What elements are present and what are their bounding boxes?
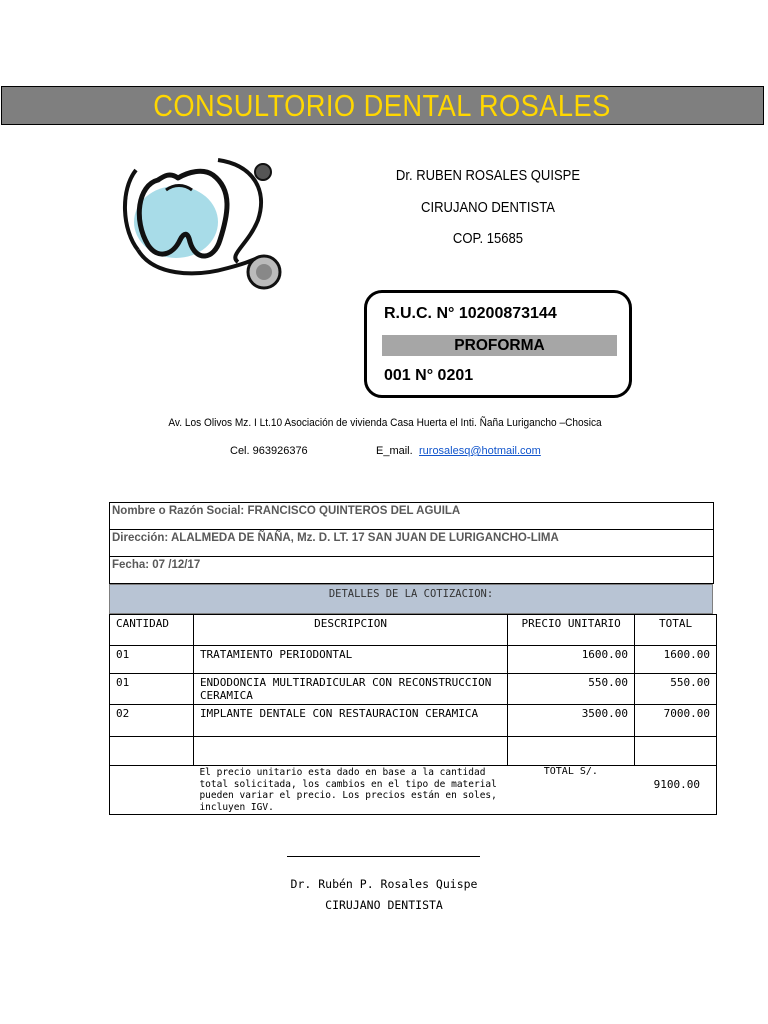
clinic-address: Av. Los Olivos Mz. I Lt.10 Asociación de vivienda Casa Huerta el Inti. Ñaña Lurigancho –Chosica [168,417,602,429]
client-address: Dirección: ALALMEDA DE ÑAÑA, Mz. D. LT. 17 SAN JUAN DE LURIGANCHO-LIMA [110,530,713,557]
quote-date: Fecha: 07 /12/17 [112,559,201,571]
email-label: E_mail. [376,445,413,457]
row-desc: IMPLANTE DENTALE CON RESTAURACION CERAMICA [193,705,507,737]
header-total: TOTAL [635,615,717,646]
empty-cell [110,766,194,815]
table-row-empty [110,737,717,766]
quote-table [109,614,717,815]
table-row [110,646,717,674]
row-price: 3500.00 [508,705,635,737]
table-row [110,705,717,737]
table-row [110,674,717,705]
row-total: 7000.00 [635,705,717,737]
signature-name: Dr. Rubén P. Rosales Quispe [290,877,478,891]
row-qty: 01 [110,674,194,705]
row-desc: TRATAMIENTO PERIODONTAL [193,646,507,674]
empty-cell [508,737,635,766]
row-price: 1600.00 [508,646,635,674]
doctor-profession: CIRUJANO DENTISTA [421,200,555,216]
row-desc: ENDODONCIA MULTIRADICULAR CON RECONSTRUCCION CERAMICA [193,674,507,705]
signature-line [287,856,480,857]
header-descripcion: DESCRIPCION [193,615,507,646]
empty-cell [635,737,717,766]
total-cell [508,766,717,815]
empty-cell [193,737,507,766]
row-total: 550.00 [635,674,717,705]
header-precio: PRECIO UNITARIO [508,615,635,646]
price-note: El precio unitario esta dado en base a la cantidad total solicitada, los cambios en el tipo de material pueden variar el precio. Los precios están en soles, incluyen IGV. [193,766,507,815]
doctor-cop: COP. 15685 [452,231,524,247]
table-header-row [110,615,717,646]
empty-cell [110,737,194,766]
ruc-box [364,290,632,398]
signature-title: CIRUJANO DENTISTA [325,898,443,912]
client-name: Nombre o Razón Social: FRANCISCO QUINTEROS DEL AGUILA [110,503,713,530]
header-cantidad: CANTIDAD [110,615,194,646]
total-label: TOTAL S/. [543,766,598,777]
clinic-title-bar [1,86,764,125]
client-info-box [109,502,714,584]
phone-number: Cel. 963926376 [230,445,308,457]
row-total: 1600.00 [635,646,717,674]
total-value: 9100.00 [653,778,700,791]
clinic-title: CONSULTORIO DENTAL ROSALES [153,88,612,123]
email-link[interactable]: rurosalesq@hotmail.com [419,445,541,457]
ruc-number: R.U.C. N° 10200873144 [384,305,557,322]
details-title: DETALLES DE LA COTIZACION: [109,584,713,614]
row-qty: 02 [110,705,194,737]
table-footer-row [110,766,717,815]
doctor-name: Dr. RUBEN ROSALES QUISPE [395,168,581,184]
proforma-number: 001 N° 0201 [384,367,474,384]
row-price: 550.00 [508,674,635,705]
proforma-label: PROFORMA [382,335,617,356]
row-qty: 01 [110,646,194,674]
